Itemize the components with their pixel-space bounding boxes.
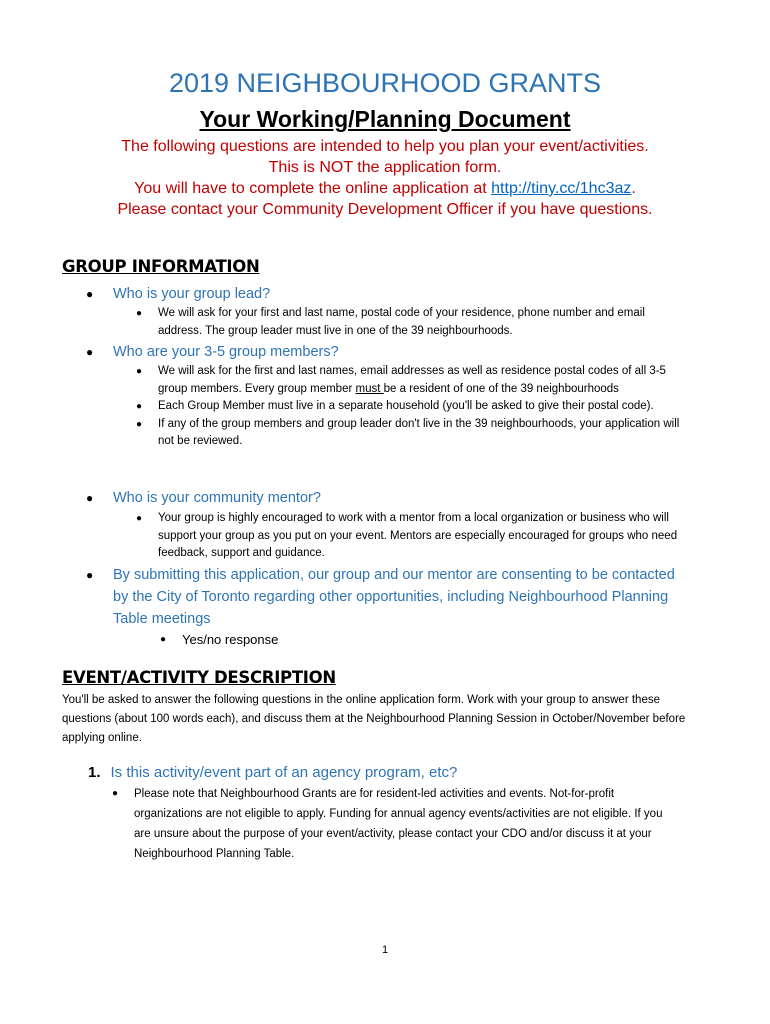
list-item <box>136 510 681 563</box>
consent-details <box>160 631 705 649</box>
document-title: 2019 NEIGHBOURHOOD GRANTS <box>168 68 602 98</box>
bullet-icon: ● <box>136 513 143 524</box>
event-description-heading: EVENT/ACTIVITY DESCRIPTION <box>62 668 336 687</box>
bullet-icon: ● <box>136 418 143 430</box>
list-item-text: If any of the group members and group leader don't live in the 39 neighbourhoods, your application will not be reviewed. <box>158 417 680 447</box>
list-item <box>160 631 705 649</box>
application-link[interactable]: http://tiny.cc/1hc3az <box>491 180 632 197</box>
intro-line-3 <box>60 178 710 199</box>
must-emphasis: must <box>355 382 384 395</box>
document-subtitle: Your Working/Planning Document <box>199 106 571 132</box>
intro-line-4: Please contact your Community Development Officer if you have questions. <box>117 201 653 218</box>
group-information-heading: GROUP INFORMATION <box>62 257 260 276</box>
bullet-icon: ● <box>86 491 94 505</box>
list-item <box>136 416 681 451</box>
bullet-icon: ● <box>112 788 119 799</box>
page-number: 1 <box>381 944 389 956</box>
group-lead-details <box>136 305 681 340</box>
question-label: Who is your group lead? <box>113 286 271 302</box>
question-number: 1. <box>88 764 101 781</box>
question-community-mentor <box>86 487 693 509</box>
question-consent <box>86 564 693 630</box>
list-item-text: Yes/no response <box>182 632 279 647</box>
bullet-icon: ● <box>86 568 94 582</box>
list-item <box>136 363 681 398</box>
agency-program-details <box>112 784 682 864</box>
question-label: Who are your 3-5 group members? <box>113 344 339 360</box>
list-item-text: We will ask for your first and last name, postal code of your residence, phone number and email address. The group leader must live in one of the 39 neighbourhoods. <box>158 307 645 337</box>
event-description-paragraph: You'll be asked to answer the following questions in the online application form. Work with your group to answer these questions (about 100 words each), and discuss them at the Neighbourhood Planning Session in October/November before applying online. <box>62 694 686 744</box>
question-agency-program <box>88 764 457 781</box>
list-item-text: Each Group Member must live in a separate household (you'll be asked to give their postal code). <box>158 400 654 412</box>
community-mentor-details <box>136 510 681 563</box>
question-group-lead <box>86 283 693 305</box>
list-item <box>112 784 682 864</box>
bullet-icon: ● <box>136 366 143 377</box>
list-item-text-end: be a resident of one of the 39 neighbourhoods <box>383 382 619 395</box>
intro-notice <box>60 136 710 220</box>
bullet-icon: ● <box>86 345 94 359</box>
list-item-text: We will ask for the first and last names, email addresses as well as residence postal codes of all 3-5 group members. Every group member <box>158 365 666 395</box>
group-members-details <box>136 363 681 451</box>
list-item <box>136 305 681 340</box>
question-group-members <box>86 341 693 363</box>
bullet-icon: ● <box>86 287 94 301</box>
bullet-icon: ● <box>136 308 143 319</box>
question-label: Is this activity/event part of an agency program, etc? <box>110 764 458 781</box>
bullet-icon: ● <box>160 634 167 645</box>
question-label: By submitting this application, our group and our mentor are consenting to be contacted by the City of Toronto regarding other opportunities, including Neighbourhood Planning Table meetings <box>113 567 675 627</box>
list-item <box>136 398 681 416</box>
intro-line-3-end: . <box>631 180 636 197</box>
question-label: Who is your community mentor? <box>113 490 321 506</box>
list-item-text: Your group is highly encouraged to work with a mentor from a local organization or business who will support your group as you put on your event. Mentors are especially encouraged for groups who need feedback, support and guidance. <box>158 512 678 559</box>
bullet-icon: ● <box>136 401 143 412</box>
intro-line-3-text: You will have to complete the online application at <box>134 180 492 197</box>
intro-line-1: The following questions are intended to help you plan your event/activities. <box>121 138 649 155</box>
intro-line-2: This is NOT the application form. <box>268 159 502 176</box>
list-item-text: Please note that Neighbourhood Grants are for resident-led activities and events. Not-for-profit organizations are not eligible to apply. Funding for annual agency events/activities are not eligible. If you are unsure about the purpose of your event/activity, please contact your CDO and/or discuss it at your Neighbourhood Planning Table. <box>134 788 663 860</box>
